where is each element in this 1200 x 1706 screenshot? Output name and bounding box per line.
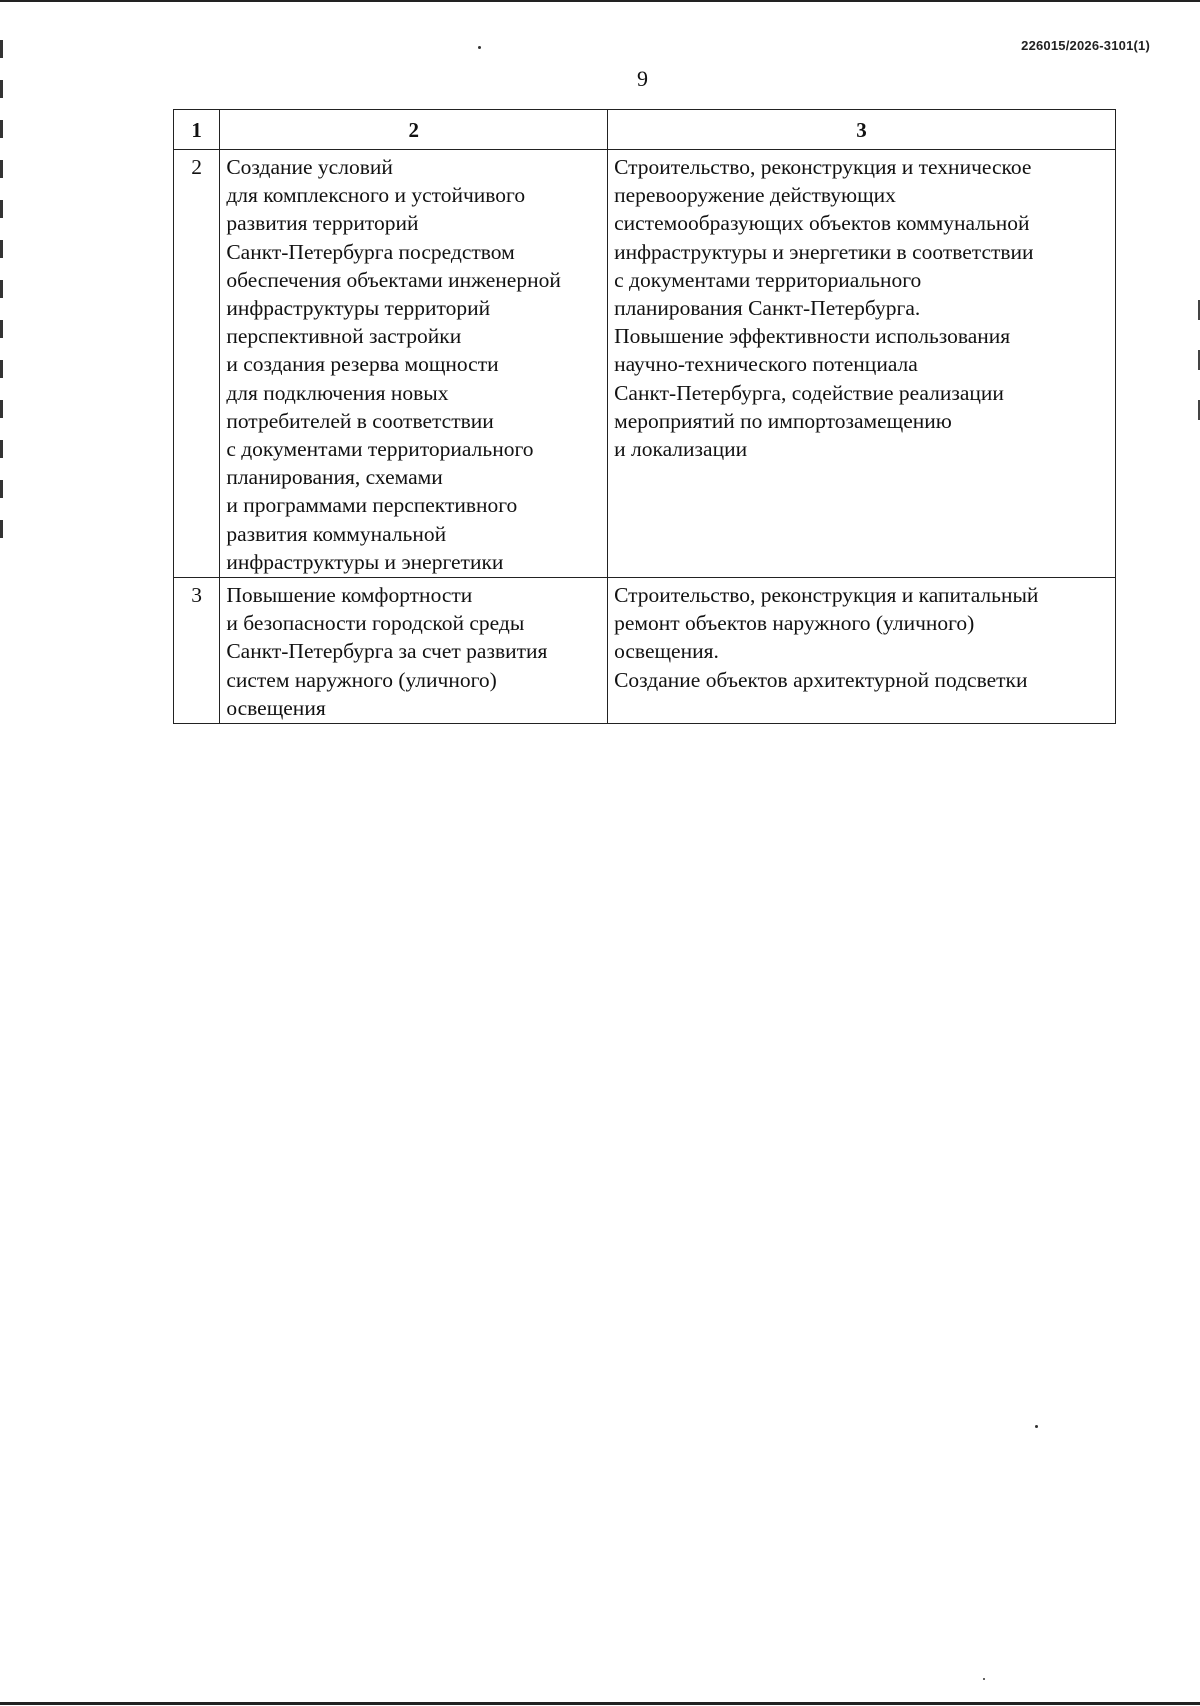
- goal-line: и программами перспективного: [226, 493, 518, 518]
- task-line: Создание объектов архитектурной подсветки: [614, 667, 1028, 692]
- row-number: 2: [174, 150, 220, 578]
- goals-tasks-table: [173, 109, 1116, 724]
- goal-line: для подключения новых: [226, 380, 449, 405]
- header-col-2: 2: [220, 110, 608, 150]
- goal-line: планирования, схемами: [226, 465, 443, 490]
- goal-line: для комплексного и устойчивого: [226, 183, 526, 208]
- goal-line: и создания резерва мощности: [226, 352, 499, 377]
- goal-line: систем наружного (уличного): [226, 667, 497, 692]
- scan-speck: [1035, 1425, 1038, 1428]
- task-line: Санкт-Петербурга, содействие реализации: [614, 380, 1004, 405]
- document-id: 226015/2026-3101(1): [1021, 38, 1150, 53]
- table-header-row: [174, 110, 1116, 150]
- table-row: [174, 578, 1116, 724]
- header-col-3: 3: [608, 110, 1116, 150]
- table-row: [174, 150, 1116, 578]
- tasks-cell: [608, 150, 1116, 578]
- scan-edge-left: [0, 40, 3, 540]
- page-number: 9: [637, 66, 648, 91]
- scan-speck: [983, 1678, 985, 1680]
- scan-speck: [478, 46, 481, 49]
- goal-line: Создание условий: [226, 155, 393, 179]
- goal-line: потребителей в соответствии: [226, 408, 494, 433]
- goal-line: обеспечения объектами инженерной: [226, 267, 561, 292]
- task-line: системообразующих объектов коммунальной: [614, 211, 1030, 236]
- header-col-1: 1: [174, 110, 220, 150]
- goal-line: Санкт-Петербурга за счет развития: [226, 639, 548, 664]
- goal-line: освещения: [226, 695, 326, 720]
- task-line: ремонт объектов наружного (уличного): [614, 611, 975, 636]
- goal-line: Повышение комфортности: [226, 583, 473, 608]
- scan-edge-top: [0, 0, 1200, 2]
- goal-line: инфраструктуры территорий: [226, 296, 491, 321]
- goal-line: инфраструктуры и энергетики: [226, 549, 504, 574]
- task-line: освещения.: [614, 639, 719, 664]
- task-line: с документами территориального: [614, 267, 922, 292]
- task-line: перевооружение действующих: [614, 183, 896, 208]
- task-line: мероприятий по импортозамещению: [614, 408, 952, 433]
- goal-line: Санкт-Петербурга посредством: [226, 239, 515, 264]
- goal-cell: [220, 578, 608, 724]
- goal-line: перспективной застройки: [226, 324, 462, 349]
- goal-line: и безопасности городской среды: [226, 611, 525, 636]
- goal-cell: [220, 150, 608, 578]
- task-line: и локализации: [614, 437, 748, 462]
- goal-line: развития территорий: [226, 211, 419, 236]
- task-line: Строительство, реконструкция и техническое: [614, 155, 1032, 179]
- task-line: планирования Санкт-Петербурга.: [614, 296, 921, 321]
- task-line: Повышение эффективности использования: [614, 324, 1011, 349]
- scan-edge-bottom: [0, 1702, 1200, 1705]
- task-line: Строительство, реконструкция и капитальный: [614, 583, 1039, 608]
- task-line: инфраструктуры и энергетики в соответствии: [614, 239, 1034, 264]
- goal-line: развития коммунальной: [226, 521, 447, 546]
- task-line: научно-технического потенциала: [614, 352, 918, 377]
- row-number: 3: [174, 578, 220, 724]
- goal-line: с документами территориального: [226, 437, 534, 462]
- tasks-cell: [608, 578, 1116, 724]
